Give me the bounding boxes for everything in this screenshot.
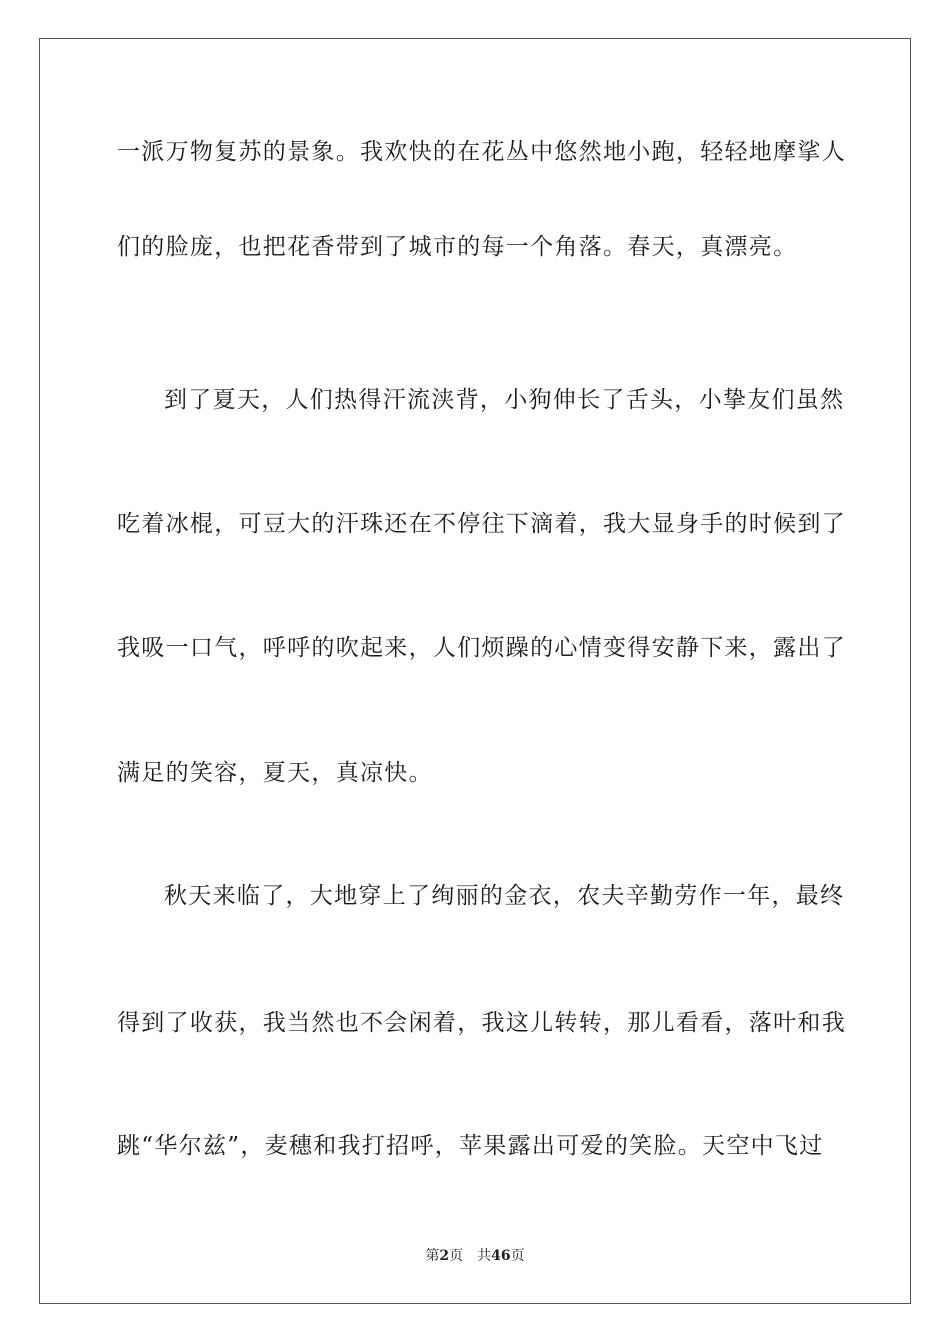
- text-line-1: 一派万物复苏的景象。我欢快的在花丛中悠然地小跑，轻轻地摩挲人: [117, 139, 846, 165]
- text-line-4: 吃着冰棍，可豆大的汗珠还在不停往下滴着，我大显身手的时候到了: [117, 511, 846, 537]
- text-line-7: 秋天来临了，大地穿上了绚丽的金衣，农夫辛勤劳作一年，最终: [164, 883, 845, 909]
- total-prefix: 共: [477, 1248, 492, 1264]
- page-footer: [0, 1245, 950, 1265]
- text-line-3: 到了夏天，人们热得汗流浃背，小狗伸长了舌头，小挚友们虽然: [164, 387, 845, 413]
- text-line-5: 我吸一口气，呼呼的吹起来，人们烦躁的心情变得安静下来，露出了: [117, 635, 846, 661]
- text-line-2: 们的脸庞，也把花香带到了城市的每一个角落。春天，真漂亮。: [117, 234, 798, 260]
- page-prefix: 第: [425, 1248, 440, 1264]
- page-suffix: 页: [449, 1248, 464, 1264]
- total-suffix: 页: [510, 1248, 525, 1264]
- page-border: [39, 38, 911, 1304]
- total-pages: 46: [491, 1248, 511, 1264]
- text-line-6: 满足的笑容，夏天，真凉快。: [117, 760, 433, 786]
- text-line-9: 跳“华尔兹”，麦穗和我打招呼，苹果露出可爱的笑脸。天空中飞过: [117, 1133, 824, 1159]
- page-number: 2: [439, 1248, 450, 1264]
- text-line-8: 得到了收获，我当然也不会闲着，我这儿转转，那儿看看，落叶和我: [117, 1010, 846, 1036]
